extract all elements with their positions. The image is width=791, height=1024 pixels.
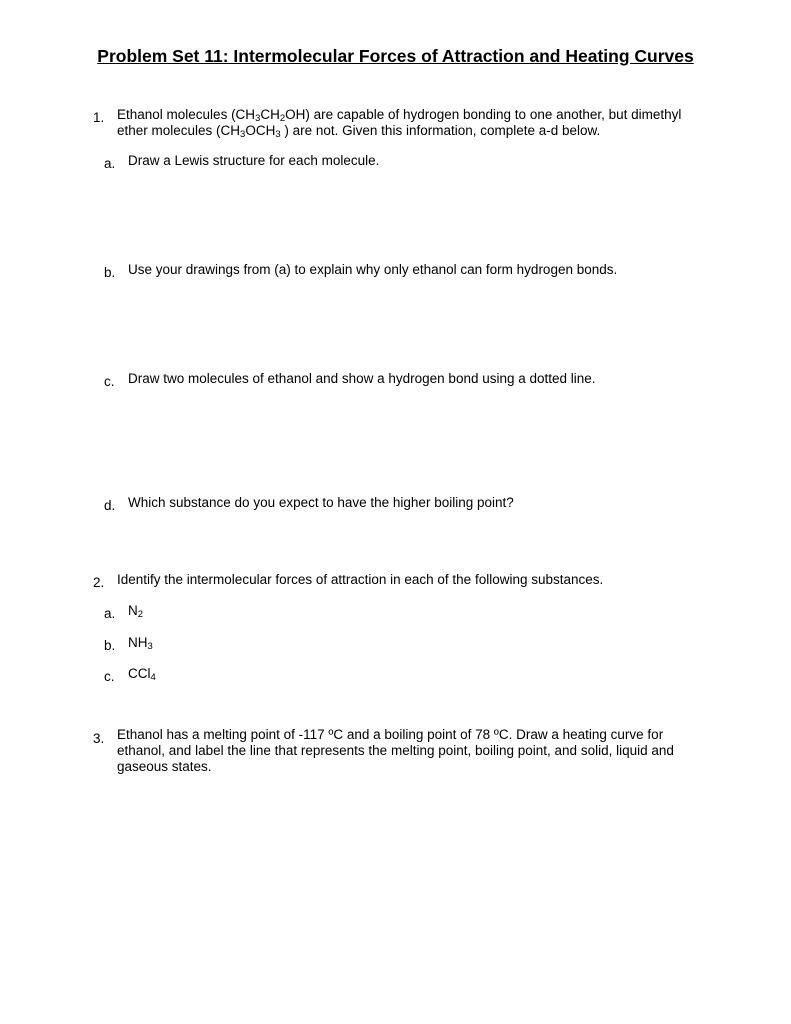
q2-part-c-letter: c. xyxy=(104,669,115,684)
question-2-text: Identify the intermolecular forces of attraction in each of the following substances. xyxy=(117,572,604,587)
q2-part-c-formula xyxy=(128,666,708,682)
q1-part-a-text: Draw a Lewis structure for each molecule. xyxy=(128,153,380,168)
q2-part-a-formula xyxy=(128,603,708,619)
q1-part-c-text: Draw two molecules of ethanol and show a hydrogen bond using a dotted line. xyxy=(128,371,596,386)
question-1-text xyxy=(117,107,692,139)
question-3-text: Ethanol has a melting point of -117 ºC and a boiling point of 78 ºC. Draw a heating curve for ethanol, and label the line that represents the melting point, boiling point, and solid, liquid and gaseous states. xyxy=(117,727,674,774)
q1-text-part: CH xyxy=(260,107,280,122)
q1-text-part: Ethanol molecules (CH xyxy=(117,107,256,122)
q1-part-d-text: Which substance do you expect to have the higher boiling point? xyxy=(128,495,514,510)
subscript: 4 xyxy=(150,672,156,683)
subscript: 3 xyxy=(275,129,281,140)
formula-base: N xyxy=(128,603,138,618)
q1-part-b-text: Use your drawings from (a) to explain why only ethanol can form hydrogen bonds. xyxy=(128,262,618,277)
q2-part-b-formula xyxy=(128,635,708,651)
q1-part-c-letter: c. xyxy=(104,374,115,389)
q1-text-part: ) are not. Given this information, complete a-d below. xyxy=(280,123,601,138)
q1-part-d-letter: d. xyxy=(104,498,116,513)
question-1-number: 1. xyxy=(93,110,105,125)
q2-part-b-letter: b. xyxy=(104,638,116,653)
page-title: Problem Set 11: Intermolecular Forces of Attraction and Heating Curves xyxy=(97,46,694,66)
q2-part-a-letter: a. xyxy=(104,606,116,621)
subscript: 2 xyxy=(137,609,144,620)
question-3-number: 3. xyxy=(93,731,105,746)
formula-base: CCl xyxy=(128,666,151,681)
subscript: 3 xyxy=(255,113,261,124)
q1-part-a-letter: a. xyxy=(104,156,116,171)
q1-text-part: OH) are capable of hydrogen bonding to one another, but dimethyl ether molecules (CH xyxy=(117,107,682,138)
formula-base: NH xyxy=(128,635,148,650)
subscript: 3 xyxy=(240,129,246,140)
subscript: 2 xyxy=(279,113,286,124)
q1-part-b-letter: b. xyxy=(104,265,116,280)
q1-text-part: OCH xyxy=(245,123,276,138)
question-2-number: 2. xyxy=(93,575,105,590)
subscript: 3 xyxy=(147,641,153,652)
